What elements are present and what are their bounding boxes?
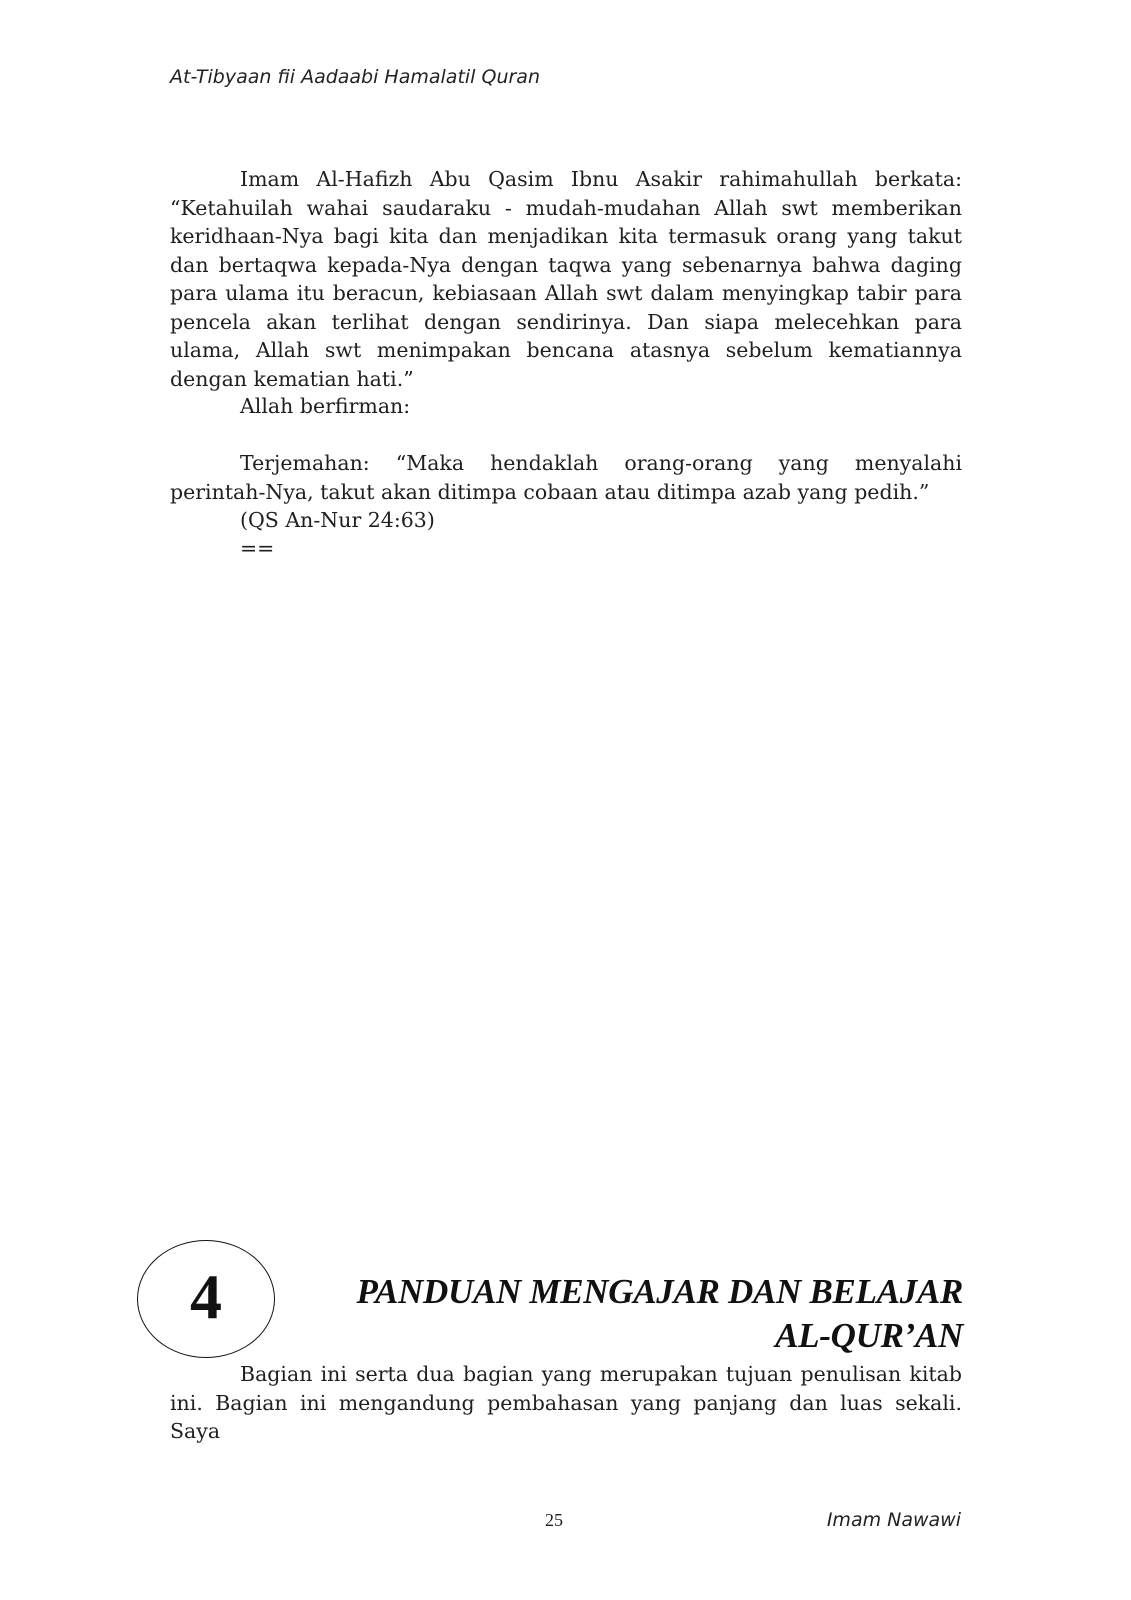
quran-reference: (QS An-Nur 24:63) (240, 508, 435, 532)
running-footer-author: Imam Nawawi (826, 1509, 961, 1531)
chapter-title (357, 1270, 963, 1358)
chapter-intro-paragraph: Bagian ini serta dua bagian yang merupakan tujuan penulisan kitab ini. Bagian ini mengandung pembahasan yang panjang dan luas sekali. Saya (170, 1362, 962, 1443)
chapter-title-line1: PANDUAN MENGAJAR DAN BELAJAR (356, 1272, 963, 1311)
section-separator: == (240, 536, 275, 560)
paragraph-allah-berfirman: Allah berfirman: (240, 394, 411, 418)
chapter-number: 4 (190, 1261, 222, 1332)
paragraph-ibnu-asakir: Imam Al-Hafizh Abu Qasim Ibnu Asakir rahimahullah berkata: “Ketahuilah wahai saudaraku - mudah-mudahan Allah swt memberikan keridhaan-Nya bagi kita dan menjadikan kita termasuk orang yang takut dan bertaqwa kepada-Nya dengan taqwa yang sebenarnya bahwa daging para ulama itu beracun, kebiasaan Allah swt dalam menyingkap tabir para pencela akan terlihat dengan sendirinya. Dan siapa melecehkan para ulama, Allah swt menimpakan bencana atasnya sebelum kematiannya dengan kematian hati.” (170, 167, 962, 391)
page-number: 25 (545, 1510, 563, 1530)
paragraph-terjemahan: Terjemahan: “Maka hendaklah orang-orang yang menyalahi perintah-Nya, takut akan ditimpa cobaan atau ditimpa azab yang pedih.” (170, 451, 962, 504)
chapter-title-line2: AL-QUR’AN (775, 1316, 963, 1355)
running-header-title: At-Tibyaan fii Aadaabi Hamalatil Quran (170, 66, 540, 88)
